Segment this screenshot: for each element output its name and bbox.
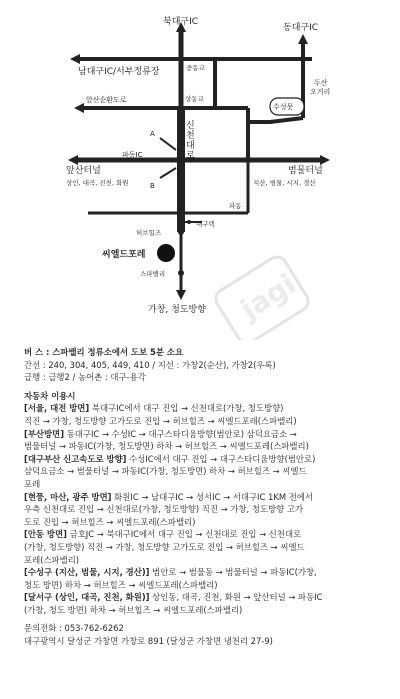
route-item (24, 566, 394, 579)
route-text: 상인동, 대곡, 진천, 화원 → 앞산터널 → 파동IC (149, 592, 323, 603)
ramp-a (160, 138, 176, 150)
route-tag: [달서구 (상인, 대곡, 진천, 화원)] (24, 592, 150, 603)
label-apsan-sub: 상인, 대곡, 진천, 화원 (66, 179, 129, 187)
route-text: 범안로 → 범물동 → 범물터널 → 파동IC(가창, (149, 567, 317, 578)
label-daegu-tech: 대구텍 (196, 220, 215, 228)
route-continuation: 삼덕요금소 → 범물터널 → 파동IC(가창, 청도방면) 하차 → 허브힐즈 → 씨엘드 (24, 466, 307, 477)
route-item (24, 491, 394, 504)
route-tag: [안동 방면] (24, 529, 67, 540)
route-continuation: (가창, 청도방향) 직진 → 가창, 청도방향 고가도로 진입 → 허브힐즈 → 씨엘드 (24, 541, 305, 552)
arrow-west-top (70, 54, 80, 64)
address-info: 대구광역시 달성군 가창면 가창로 891 (달성군 가창면 냉천리 27-9) (24, 636, 273, 647)
route-item (24, 591, 394, 604)
route-item (24, 402, 394, 415)
route-tag: [현풍, 마산, 광주 방면] (24, 491, 112, 502)
arrow-west-mid (74, 103, 84, 113)
route-list (24, 402, 394, 616)
arrow-dongdaegu (298, 34, 308, 44)
label-sincheon-road: 신 천 대 로 (186, 121, 195, 161)
route-tag: [대구부산 신고속도로 방향] (24, 453, 127, 464)
label-cielle: 씨엘드포레 (102, 250, 146, 260)
label-beommul-sub: 지산, 범물, 시지, 경산 (253, 179, 316, 187)
bus-info: 버 스 : 스파밸리 정류소에서 도보 5분 소요 (24, 347, 184, 357)
arrow-west-tunnel (68, 155, 78, 165)
label-apsan-loop: 앞산순환도로 (86, 96, 127, 104)
label-susongmot: 수성못 (273, 103, 294, 111)
express-info: 급행 : 급행2 / 농어촌 : 대구-용각 (24, 372, 146, 383)
arrow-south (176, 290, 186, 300)
label-beommul-tunnel: 범물터널 (288, 166, 323, 176)
label-padong-ic: 파동IC (122, 151, 143, 159)
route-text: 화원IC → 남대구IC → 성서IC → 서대구IC 1KM 전에서 (111, 491, 314, 502)
route-tag: [부산방면] (24, 428, 65, 439)
ramp-b (160, 168, 176, 178)
route-tag: [수성구 (지산, 범물, 시지, 경산)] (24, 567, 150, 578)
watermark-logo (212, 253, 312, 340)
label-sangdonggyo: 상동교 (185, 95, 204, 103)
route-continuation: 포레 (24, 478, 41, 489)
label-jungdonggyo: 중동교 (186, 64, 205, 72)
label-padong: 파동 (229, 202, 242, 210)
route-text: 수성IC에서 대구 진입 → 대구스타디움방향(범안로) (126, 453, 316, 464)
marker-spavalley (178, 270, 184, 276)
route-item (24, 453, 394, 466)
label-apsan-tunnel: 앞산터널 (66, 166, 101, 176)
marker-herb-hills (178, 229, 184, 235)
directions-info (24, 346, 394, 648)
label-point-a: A (150, 130, 155, 138)
route-continuation: 우측 신천대로 진입 → 신천대로(가창, 청도방향) 직진 → 가창, 청도방향 고가 (24, 504, 304, 515)
phone-info: 문의전화 : 053-762-6262 (24, 623, 124, 634)
route-continuation: 도로 진입 → 허브힐즈 → 씨엘드포레(스파밸리) (24, 516, 196, 527)
location-map (0, 0, 400, 340)
trunk-info: 간선 : 240, 304, 405, 449, 410 / 지선 : 가창2(순산), 가창2(우록) (24, 359, 276, 370)
watermark-text: jagi (234, 267, 302, 327)
label-north-ic: 북대구IC (163, 17, 199, 27)
label-herb-hills: 허브힐즈 (136, 229, 162, 237)
arrow-east-tunnel (320, 155, 330, 165)
route-text: 북대구IC에서 대구 진입 → 신천대로(가창, 청도방향) (89, 403, 284, 414)
label-dongdaegu-ic: 동대구IC (283, 23, 319, 33)
route-continuation: 직진 → 가창, 청도방향 고가도로 진입 → 허브힐즈 → 씨엘드포레(스파밸리) (24, 415, 297, 426)
marker-daegu-tech (187, 220, 191, 224)
route-tag: [서울, 대전 방면] (24, 403, 90, 414)
road-susong (248, 118, 303, 122)
route-continuation: 범물터널 → 파동IC(가창, 청도방면) 하차 → 허브힐즈 → 씨엘드포레(스파밸리) (24, 441, 309, 452)
route-continuation: 포레(스파밸리) (24, 554, 80, 565)
label-point-b: B (150, 182, 155, 190)
route-continuation: 청도 방면) 하차 → 허브힐즈 → 씨엘드포레(스파밸리) (24, 579, 218, 590)
marker-cielle (157, 244, 175, 262)
route-item (24, 528, 394, 541)
label-seobu-terminal: 남대구IC/서부정류장 (78, 67, 160, 77)
route-item (24, 428, 394, 441)
car-title: 자동차 이용시 (24, 390, 76, 401)
label-duryu: 두산 오거리 (310, 79, 331, 96)
route-text: 금호JC → 북대구IC에서 대구 진입 → 신천대로 진입 → 신천대로 (66, 529, 302, 540)
route-text: 동대구IC → 수성IC → 대구스타디움방향(범안로) 삼덕요금소 → (64, 428, 297, 439)
label-destination: 가창, 청도방향 (148, 305, 206, 315)
label-spavalley: 스파밸리 (140, 270, 166, 278)
route-continuation: (가창, 청도 방면) 하차 → 허브힐즈 → 씨엘드포레(스파밸리) (24, 604, 243, 615)
